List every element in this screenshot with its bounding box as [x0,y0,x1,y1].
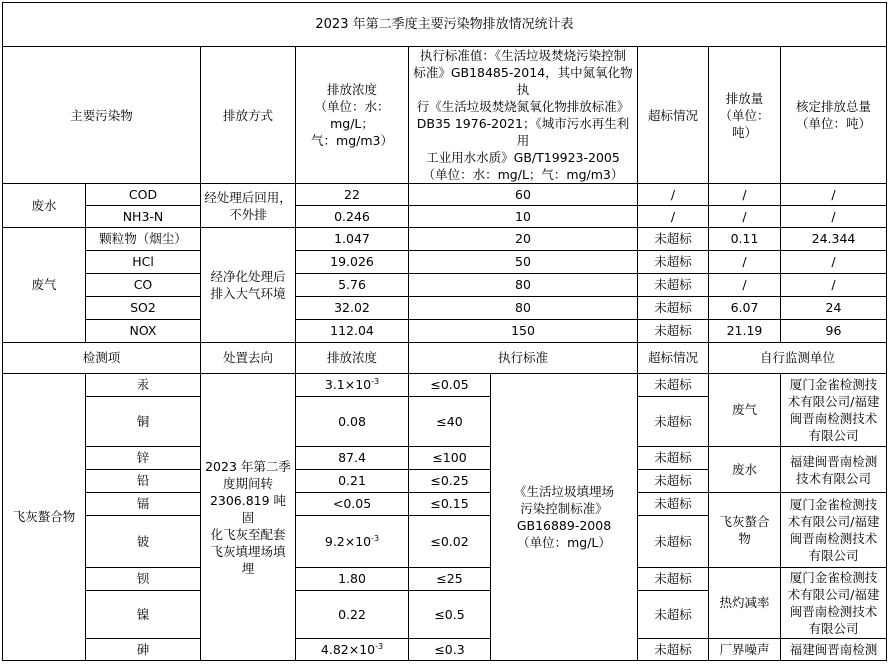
amount-value: 6.07 [709,297,781,320]
conc-value: 32.02 [296,297,409,320]
exceed-value: 未超标 [638,374,709,397]
header-monitor: 自行监测单位 [709,343,887,374]
exceed-value: 未超标 [638,274,709,297]
pollutant-name: 颗粒物（烟尘） [86,228,201,251]
conc-value: $3.1\times 10^{-3}$ [296,374,409,397]
header-method: 排放方式 [201,47,296,184]
metal-name: 钡 [86,568,201,591]
conc-value: 0.08 [296,397,409,447]
total-value: 24.344 [781,228,887,251]
amount-value: / [709,251,781,274]
std-value: 150 [409,320,638,343]
pollutant-name: CO [86,274,201,297]
metal-name: 镉 [86,493,201,516]
conc-value: $9.2\times 10^{-3}$ [296,516,409,568]
header-amount: 排放量 （单位： 吨） [709,47,781,184]
header-concentration: 排放浓度 （单位：水：mg/L； 气：mg/m3） [296,47,409,184]
exceed-value: 未超标 [638,493,709,516]
amount-value: / [709,274,781,297]
metal-name: 铍 [86,516,201,568]
exceed-value: 未超标 [638,251,709,274]
conc-value: 1.80 [296,568,409,591]
category-wastewater: 废水 [3,184,86,228]
total-value: / [781,251,887,274]
exceed-value: 未超标 [638,591,709,639]
amount-value: 0.11 [709,228,781,251]
header-concentration-2: 排放浓度 [296,343,409,374]
monitor-unit: 福建闽晋南检测 [781,639,887,661]
conc-value: 87.4 [296,447,409,470]
exceed-value: 未超标 [638,470,709,493]
exceed-value: 未超标 [638,397,709,447]
pollutant-name: NH3-N [86,206,201,228]
monitor-type: 飞灰螯合 物 [709,493,781,568]
conc-value: 5.76 [296,274,409,297]
header-destination: 处置去向 [201,343,296,374]
conc-value: 0.246 [296,206,409,228]
exceed-value: 未超标 [638,297,709,320]
flyash-destination: 2023 年第二季 度期间转 2306.819 吨固 化飞灰至配套 飞灰填埋场填 埋 [201,374,296,661]
header-pollutant: 主要污染物 [3,47,201,184]
limit-value: ≤40 [409,397,491,447]
limit-value: ≤0.25 [409,470,491,493]
conc-value: 19.026 [296,251,409,274]
metal-name: 汞 [86,374,201,397]
monitor-type: 废水 [709,447,781,493]
header-standard-2: 执行标准 [409,343,638,374]
conc-value: 0.21 [296,470,409,493]
std-value: 80 [409,297,638,320]
monitor-type: 废气 [709,374,781,447]
monitor-unit: 福建闽晋南检测 技术有限公司 [781,447,887,493]
table-title: 2023 年第二季度主要污染物排放情况统计表 [3,3,887,47]
exceed-value: / [638,206,709,228]
total-value: 24 [781,297,887,320]
conc-value: <0.05 [296,493,409,516]
metal-name: 锌 [86,447,201,470]
flyash-standard: 《生活垃圾填埋场 污染控制标准》 GB16889-2008 （单位：mg/L） [491,374,638,661]
pollutant-name: SO2 [86,297,201,320]
std-value: 20 [409,228,638,251]
limit-value: ≤0.05 [409,374,491,397]
monitor-unit: 厦门金雀检测技 术有限公司/福建 闽晋南检测技术 有限公司 [781,374,887,447]
pollutant-statistics-table [2,2,887,661]
total-value: / [781,184,887,206]
monitor-unit: 厦门金雀检测技 术有限公司/福建 闽晋南检测技术 有限公司 [781,568,887,639]
metal-name: 铅 [86,470,201,493]
header-standard: 执行标准值：《生活垃圾焚烧污染控制 标准》GB18485-2014，其中氮氧化物执 行《生活垃圾焚烧氮氧化物排放标准》 DB35 1976-2021；《城市污水再生利用 工业用水水质》GB/T19923-2005 （单位：水：mg/L；气：mg/m3） [409,47,638,184]
metal-name: 镍 [86,591,201,639]
amount-value: / [709,206,781,228]
category-wastegas: 废气 [3,228,86,343]
limit-value: ≤100 [409,447,491,470]
amount-value: 21.19 [709,320,781,343]
limit-value: ≤25 [409,568,491,591]
monitor-type: 热灼减率 [709,568,781,639]
monitor-type: 厂界噪声 [709,639,781,661]
header-exceed: 超标情况 [638,47,709,184]
exceed-value: 未超标 [638,516,709,568]
header-exceed-2: 超标情况 [638,343,709,374]
exceed-value: 未超标 [638,228,709,251]
exceed-value: 未超标 [638,447,709,470]
exceed-value: / [638,184,709,206]
limit-value: ≤0.15 [409,493,491,516]
conc-value: $4.82\times 10^{-3}$ [296,639,409,661]
total-value: / [781,206,887,228]
wastegas-method: 经净化处理后 排入大气环境 [201,228,296,343]
header-total: 核定排放总量 （单位：吨） [781,47,887,184]
limit-value: ≤0.5 [409,591,491,639]
pollutant-name: NOX [86,320,201,343]
conc-value: 1.047 [296,228,409,251]
limit-value: ≤0.02 [409,516,491,568]
limit-value: ≤0.3 [409,639,491,661]
wastewater-method: 经处理后回用， 不外排 [201,184,296,228]
amount-value: / [709,184,781,206]
metal-name: 铜 [86,397,201,447]
total-value: / [781,274,887,297]
std-value: 80 [409,274,638,297]
conc-value: 0.22 [296,591,409,639]
category-flyash: 飞灰螯合物 [3,374,86,661]
conc-value: 112.04 [296,320,409,343]
std-value: 60 [409,184,638,206]
std-value: 10 [409,206,638,228]
exceed-value: 未超标 [638,568,709,591]
conc-value: 22 [296,184,409,206]
exceed-value: 未超标 [638,639,709,661]
pollutant-name: HCl [86,251,201,274]
pollutant-name: COD [86,184,201,206]
metal-name: 砷 [86,639,201,661]
total-value: 96 [781,320,887,343]
exceed-value: 未超标 [638,320,709,343]
std-value: 50 [409,251,638,274]
monitor-unit: 厦门金雀检测技 术有限公司/福建 闽晋南检测技术 有限公司 [781,493,887,568]
header-item: 检测项 [3,343,201,374]
